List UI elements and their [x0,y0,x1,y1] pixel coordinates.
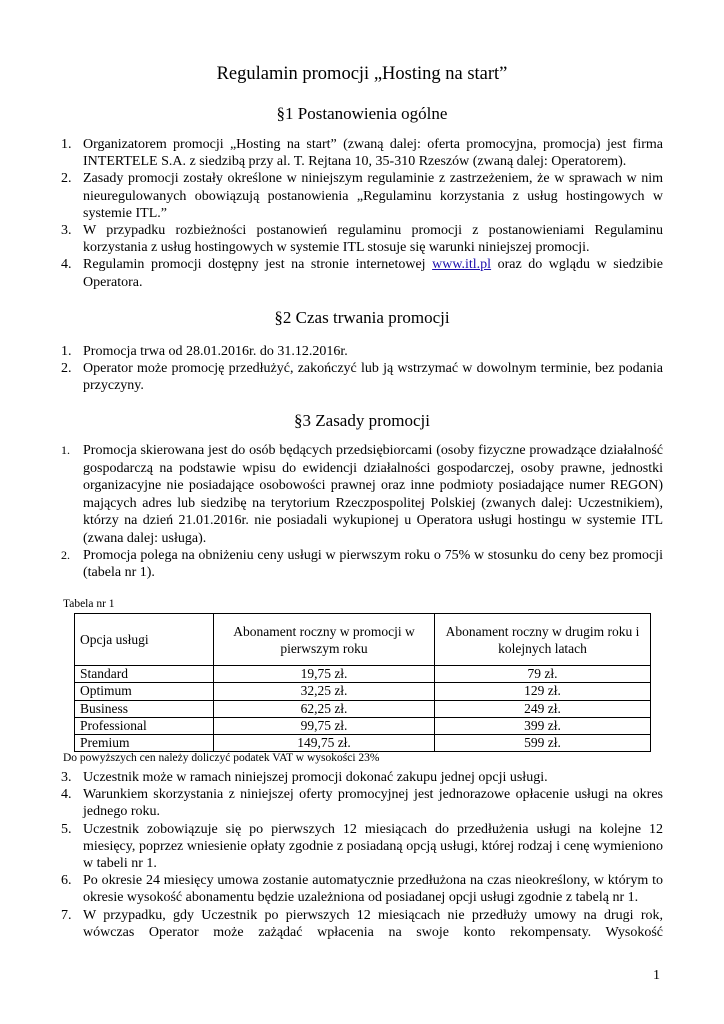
table-cell: 599 zł. [435,735,651,752]
table-cell: Standard [75,666,214,683]
section-3-list-b [61,769,663,941]
table-row [75,700,651,717]
list-item: 4. Regulamin promocji dostępny jest na stronie internetowej www.itl.pl oraz do wglądu w siedzibie Operatora. [61,257,663,290]
table-cell: 129 zł. [435,683,651,700]
price-table [74,613,651,752]
list-item: 1. Promocja skierowana jest do osób będących przedsiębiorcami (osoby fizyczne prowadzące działalność gospodarczą na podstawie wpisu do ewidencji działalności gospodarczej, osoby prawne, jednostki organizacyjne nie posiadające osobowości prawnej oraz inne podmioty posiadające numer REGON) mających adres lub siedzibę na terytorium Rzeczpospolitej Polskiej (zwanych dalej: Uczestnikiem), którzy na dzień 21.01.2016r. nie posiadali wykupionej u Operatora usługi hostingu w systemie ITL (zwana dalej: usługa). [61,443,663,546]
table-row [75,683,651,700]
table-header-row [75,614,651,666]
section-2-list [61,343,663,395]
list-item: 4. Warunkiem skorzystania z niniejszej oferty promocyjnej jest jednorazowe opłacenie usługi na okres jednego roku. [61,787,663,820]
section-3-list-a [61,442,663,581]
list-item: 1. Promocja trwa od 28.01.2016r. do 31.12.2016r. [61,344,348,359]
table-cell: 149,75 zł. [214,735,435,752]
table-cell: 249 zł. [435,700,651,717]
table-caption: Tabela nr 1 [63,598,115,610]
table-row [75,666,651,683]
table-cell: Premium [75,735,214,752]
section-1-heading: §1 Postanowienia ogólne [276,104,448,123]
list-item: 2. Operator może promocję przedłużyć, zakończyć lub ją wstrzymać w dowolnym terminie, bez podania przyczyny. [61,361,663,394]
table-cell: 399 zł. [435,717,651,734]
table-cell: Optimum [75,683,214,700]
list-item: 3. Uczestnik może w ramach niniejszej promocji dokonać zakupu jednej opcji usługi. [61,770,548,785]
table-row [75,717,651,734]
list-item: 7. W przypadku, gdy Uczestnik po pierwszych 12 miesiącach nie przedłuży umowy na drugi rok, wówczas Operator może zażądać wpłacenia na swoje konto rekompensaty. Wysokość [61,907,663,940]
table-cell: 79 zł. [435,666,651,683]
table-row [75,735,651,752]
section-1-list [61,136,663,291]
section-2-heading: §2 Czas trwania promocji [274,308,450,327]
table-cell: 99,75 zł. [214,717,435,734]
list-item: 3. W przypadku rozbieżności postanowień regulaminu promocji z postanowieniami Regulaminu korzystania z usług hostingowych w systemie ITL stosuje się warunki niniejszej promocji. [61,223,663,256]
table-cell: 19,75 zł. [214,666,435,683]
page-number: 1 [653,968,660,983]
table-header-cell: Opcja usługi [75,614,214,666]
table-cell: 32,25 zł. [214,683,435,700]
list-item: 6. Po okresie 24 miesięcy umowa zostanie automatycznie przedłużona na czas nieokreślony, w którym to okresie wysokość abonamentu będzie uzależniona od posiadanej opcji usługi zgodnie z tabelą nr 1. [61,873,663,906]
table-cell: 62,25 zł. [214,700,435,717]
document-title: Regulamin promocji „Hosting na start” [216,64,508,84]
list-item: 5. Uczestnik zobowiązuje się po pierwszych 12 miesiącach do przedłużenia usługi na kolejne 12 miesięcy, poprzez wniesienie opłaty zgodnie z posiadaną opcją usługi, której rodzaj i cenę wymieniono w tabeli nr 1. [61,821,663,872]
table-header-cell: Abonament roczny w promocji w pierwszym roku [214,614,435,666]
vat-note: Do powyższych cen należy doliczyć podatek VAT w wysokości 23% [63,752,380,764]
itl-website-link[interactable]: www.itl.pl [432,257,492,273]
list-item: 2. Promocja polega na obniżeniu ceny usługi w pierwszym roku o 75% w stosunku do ceny bez promocji (tabela nr 1). [61,548,663,581]
table-cell: Professional [75,717,214,734]
table-header-cell: Abonament roczny w drugim roku i kolejnych latach [435,614,651,666]
table-cell: Business [75,700,214,717]
section-3-heading: §3 Zasady promocji [294,411,430,430]
list-item: 1. Organizatorem promocji „Hosting na start” (zwaną dalej: oferta promocyjna, promocja) jest firma INTERTELE S.A. z siedzibą przy al. T. Rejtana 10, 35-310 Rzeszów (zwaną dalej: Operatorem). [61,137,663,170]
list-item: 2. Zasady promocji zostały określone w niniejszym regulaminie z zastrzeżeniem, że w sprawach w nim nieuregulowanych obowiązują postanowienia „Regulaminu korzystania z usług hostingowych w systemie ITL.” [61,171,663,221]
